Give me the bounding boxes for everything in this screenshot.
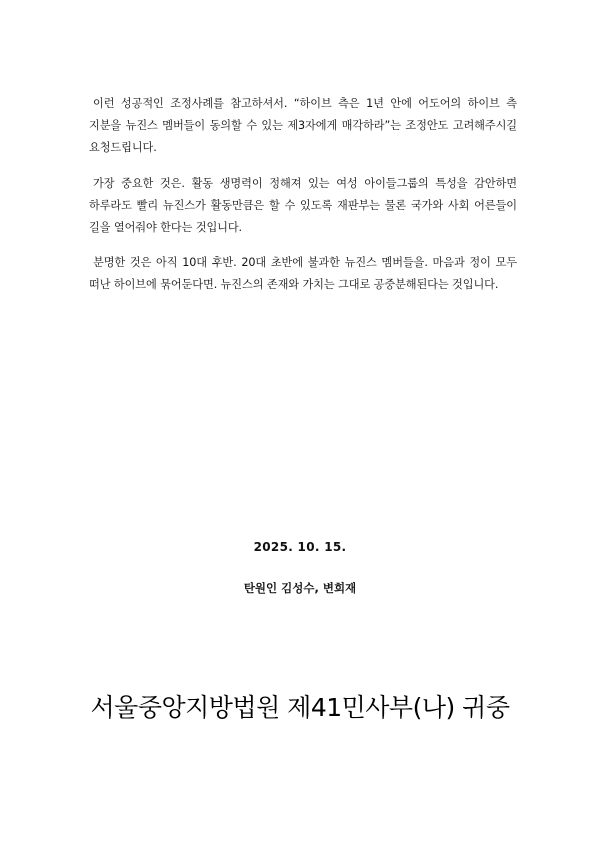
court-addressee: 서울중앙지방법원 제41민사부(나) 귀중 (90, 693, 510, 722)
body-paragraph-1: 이런 성공적인 조정사례를 참고하셔서. “하이브 측은 1년 안에 어도어의 하이브 측 지분을 뉴진스 멤버들이 동의할 수 있는 제3자에게 매각하라”는 조정안도 고려해주시길 요청드립니다. (89, 97, 517, 154)
document-date: 2025. 10. 15. (253, 540, 347, 554)
petitioner-signature: 탄원인 김성수, 변희재 (243, 581, 357, 595)
body-paragraph-2: 가장 중요한 것은. 활동 생명력이 정해져 있는 여성 아이들그룹의 특성을 감안하면 하루라도 빨리 뉴진스가 활동만큼은 할 수 있도록 재판부는 물론 국가와 사회 어른들이 길을 열어줘야 한다는 것입니다. (89, 177, 517, 234)
body-paragraph-3: 분명한 것은 아직 10대 후반. 20대 초반에 불과한 뉴진스 멤버들을. 마음과 정이 모두 떠난 하이브에 묶어둔다면. 뉴진스의 존재와 가치는 그대로 공중분해된다는 것입니다. (89, 256, 517, 291)
